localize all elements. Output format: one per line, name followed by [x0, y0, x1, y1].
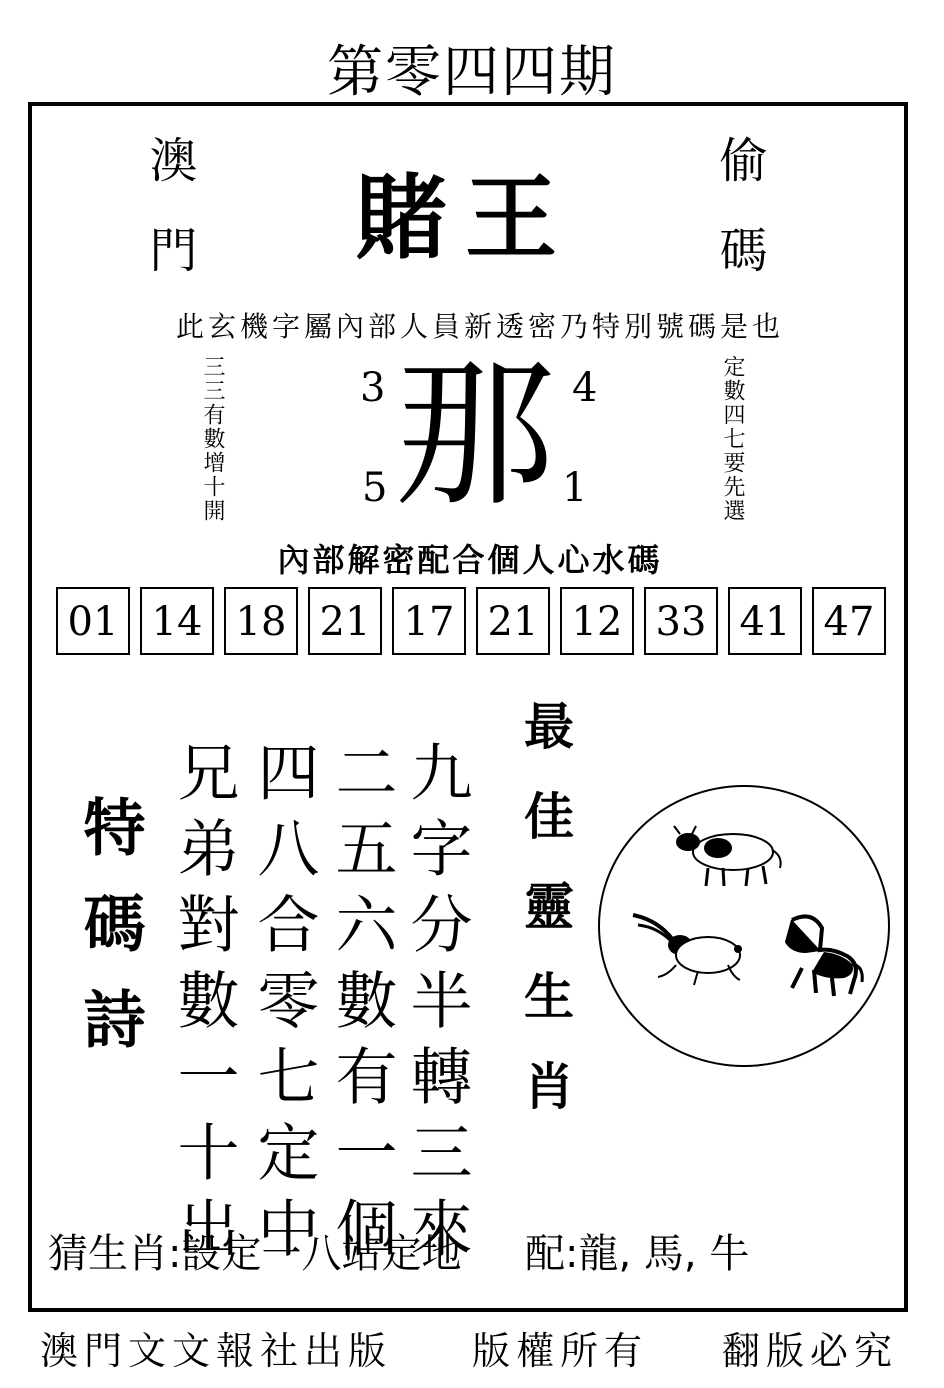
number-box: 21 — [476, 587, 550, 655]
corner-number-bottom-left: 5 — [362, 465, 388, 511]
main-title: 賭王 — [354, 165, 575, 272]
number-box: 47 — [812, 587, 886, 655]
number-box: 21 — [308, 587, 382, 655]
poem-line: 兄弟對數一十出 — [167, 740, 240, 1272]
riddle-character: 那 — [395, 341, 556, 528]
zodiac-title: 最佳靈生肖 — [516, 700, 574, 1150]
footer-publisher: 澳門文文報社出版 — [40, 1329, 393, 1373]
poem-line: 二五六數有一個 — [325, 740, 398, 1272]
number-box: 12 — [560, 587, 634, 655]
riddle-right: 定數四七要先選 — [720, 355, 745, 523]
banner-left-text: 澳門 — [141, 135, 197, 315]
rabbit-icon — [628, 905, 748, 990]
poem-line: 四八合零七定中 — [247, 740, 320, 1272]
number-box: 01 — [56, 587, 130, 655]
guess-zodiac-match: 配:龍, 馬, 牛 — [525, 1231, 750, 1277]
footer-piracy: 翻版必究 — [722, 1329, 899, 1373]
number-box: 18 — [224, 587, 298, 655]
corner-number-bottom-right: 1 — [562, 465, 588, 511]
ox-icon — [668, 820, 788, 890]
banner-right-text: 偷碼 — [711, 135, 767, 315]
poem-title: 特碼詩 — [73, 795, 146, 1083]
horse-icon — [772, 908, 867, 1003]
issue-title: 第零四四期 — [327, 40, 617, 105]
guess-zodiac-text: 猜生肖:設定一八站定地 — [48, 1231, 462, 1277]
riddle-left: 三三有數增十開 — [200, 355, 225, 523]
number-box: 33 — [644, 587, 718, 655]
decode-title: 內部解密配合個人心水碼 — [277, 541, 663, 579]
number-box: 41 — [728, 587, 802, 655]
corner-number-top-right: 4 — [572, 365, 598, 411]
corner-number-top-left: 3 — [360, 365, 386, 411]
number-box: 17 — [392, 587, 466, 655]
description-line: 此玄機字屬內部人員新透密乃特別號碼是也 — [175, 310, 784, 343]
footer-copyright: 版權所有 — [472, 1329, 649, 1373]
number-box: 14 — [140, 587, 214, 655]
poem-line: 九字分半轉三來 — [400, 740, 473, 1272]
